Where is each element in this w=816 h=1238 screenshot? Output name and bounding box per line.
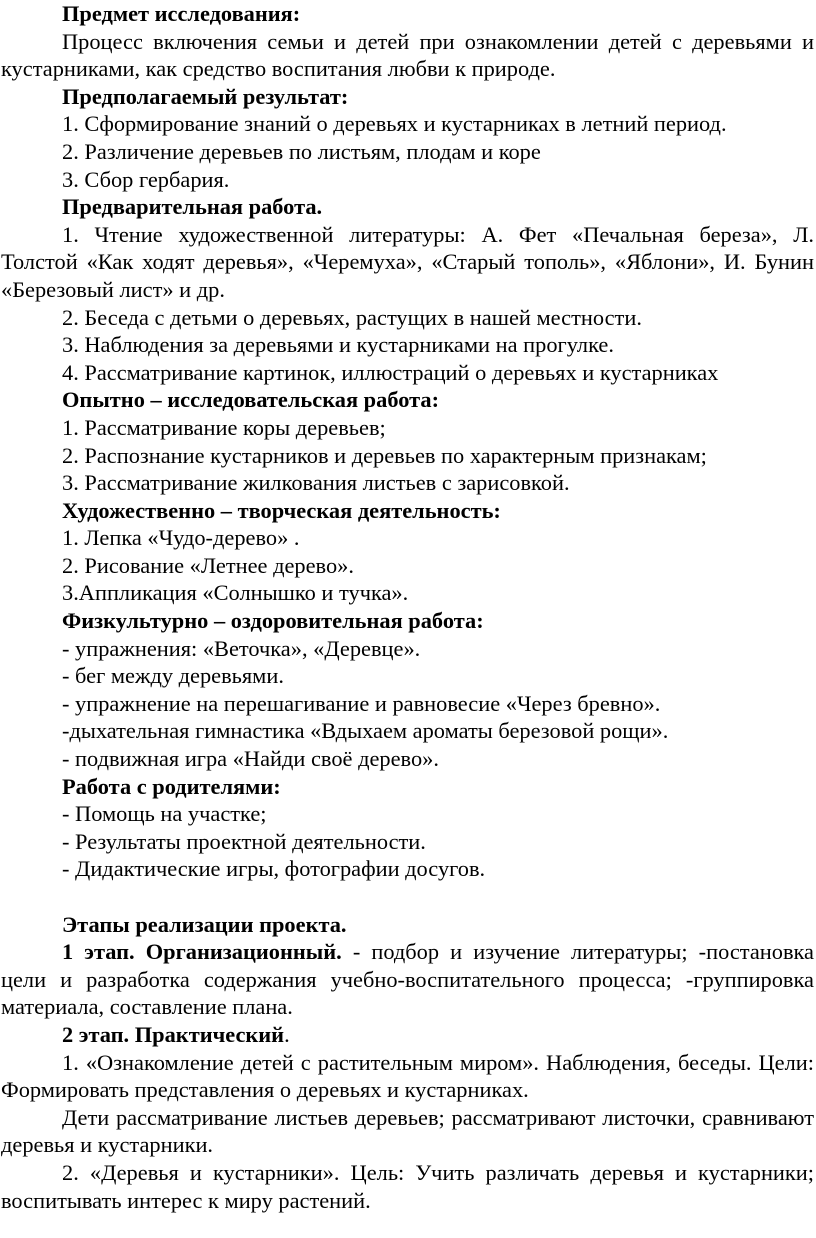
physical-item: - подвижная игра «Найди своё дерево».	[62, 746, 439, 772]
prework-item: 3. Наблюдения за деревьями и кустарниками на прогулке.	[62, 332, 614, 358]
art-heading: Художественно – творческая деятельность:	[62, 497, 501, 523]
stage1-title: 1 этап. Организационный.	[62, 939, 342, 965]
blank-line	[1, 883, 814, 911]
parents-item: - Результаты проектной деятельности.	[62, 828, 426, 854]
physical-heading: Физкультурно – оздоровительная работа:	[62, 608, 484, 634]
parents-item: - Дидактические игры, фотографии досугов.	[62, 856, 486, 882]
subject-heading: Предмет исследования:	[62, 1, 301, 26]
physical-item: - бег между деревьями.	[62, 663, 284, 689]
art-item: 2. Рисование «Летнее дерево».	[62, 552, 354, 578]
physical-item: - упражнение на перешагивание и равновесие «Через бревно».	[62, 690, 661, 716]
stage1-paragraph	[1, 938, 814, 1021]
research-heading: Опытно – исследовательская работа:	[62, 387, 440, 413]
result-item: 3. Сбор гербария.	[62, 166, 230, 192]
stage1-text: - подбор и изучение литературы; -постановка цели и разработка содержания учебно-воспитательного процесса; -группировка материала, составление плана.	[1, 939, 814, 1020]
stage2-item: Дети рассматривание листьев деревьев; рассматривают листочки, сравнивают деревья и кустарники.	[1, 1104, 814, 1158]
stage2-item: 1. «Ознакомление детей с растительным миром». Наблюдения, беседы. Цели: Формировать представления о деревьях и кустарниках.	[1, 1049, 814, 1103]
subject-text: Процесс включения семьи и детей при ознакомлении детей с деревьями и кустарниками, как средство воспитания любви к природе.	[1, 28, 814, 82]
result-heading: Предполагаемый результат:	[62, 83, 349, 109]
art-item: 1. Лепка «Чудо-дерево» .	[62, 525, 300, 551]
stage2-heading-line	[1, 1021, 814, 1049]
stage2-item: 2. «Деревья и кустарники». Цель: Учить различать деревья и кустарники; воспитывать интерес к миру растений.	[1, 1159, 814, 1213]
physical-item: - упражнения: «Веточка», «Деревце».	[62, 635, 421, 661]
stage2-title: 2 этап. Практический	[62, 1021, 285, 1047]
art-item: 3.Аппликация «Солнышко и тучка».	[62, 580, 409, 606]
research-item: 3. Рассматривание жилкования листьев с зарисовкой.	[62, 470, 570, 496]
result-item: 1. Сформирование знаний о деревьях и кустарниках в летний период.	[62, 111, 727, 137]
stage2-title-suffix: .	[284, 1021, 290, 1047]
physical-item: -дыхательная гимнастика «Вдыхаем ароматы березовой рощи».	[62, 718, 669, 744]
parents-heading: Работа с родителями:	[62, 773, 281, 799]
research-item: 2. Распознание кустарников и деревьев по характерным признакам;	[62, 442, 707, 468]
prework-item: 1. Чтение художественной литературы: А. Фет «Печальная береза», Л. Толстой «Как ходят деревья», «Черемуха», «Старый тополь», «Яблони», И. Бунин «Березовый лист» и др.	[1, 221, 814, 302]
research-item: 1. Рассматривание коры деревьев;	[62, 414, 386, 440]
parents-item: - Помощь на участке;	[62, 801, 267, 827]
prework-heading: Предварительная работа.	[62, 194, 323, 220]
prework-item: 2. Беседа с детьми о деревьях, растущих в нашей местности.	[62, 304, 642, 330]
prework-item: 4. Рассматривание картинок, иллюстраций о деревьях и кустарниках	[62, 359, 719, 385]
result-item: 2. Различение деревьев по листьям, плодам и коре	[62, 138, 541, 164]
stages-heading: Этапы реализации проекта.	[62, 911, 347, 937]
